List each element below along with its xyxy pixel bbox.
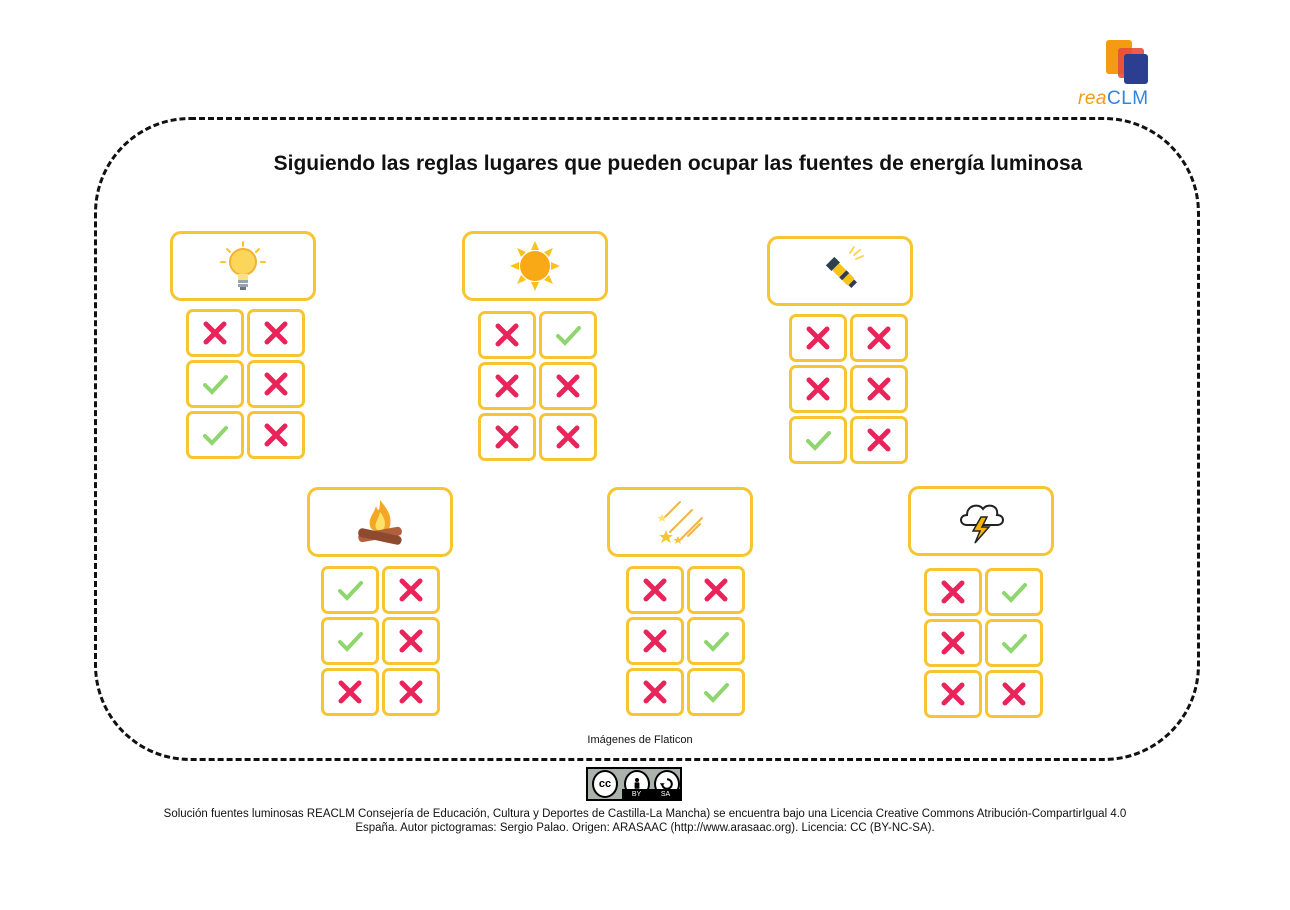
cross-icon xyxy=(492,320,522,350)
license-line-1: Solución fuentes luminosas REACLM Consejería de Educación, Cultura y Deportes de Castilla-La Mancha) se encuentra bajo una Licencia Creative Commons Atribución-CompartirIgual 4.0 xyxy=(163,808,1127,820)
cross-icon xyxy=(999,679,1029,709)
mark-cell-check xyxy=(539,311,597,359)
cross-icon xyxy=(864,323,894,353)
card-lightbulb xyxy=(170,231,316,301)
check-icon xyxy=(701,677,731,707)
cross-icon xyxy=(261,369,291,399)
mark-cell-cross xyxy=(321,668,379,716)
check-icon xyxy=(335,575,365,605)
card-shooting-stars xyxy=(607,487,753,557)
cross-icon xyxy=(261,318,291,348)
image-credit: Imágenes de Flaticon xyxy=(587,734,693,746)
mark-cell-cross xyxy=(924,619,982,667)
sun-icon xyxy=(509,240,561,292)
cross-icon xyxy=(640,677,670,707)
flashlight-icon xyxy=(814,245,866,297)
cross-icon xyxy=(803,374,833,404)
grid-lightbulb xyxy=(186,309,305,459)
cross-icon xyxy=(492,422,522,452)
mark-cell-check xyxy=(687,617,745,665)
check-icon xyxy=(999,577,1029,607)
check-icon xyxy=(335,626,365,656)
logo-text: reaCLM xyxy=(1078,88,1149,109)
mark-cell-cross xyxy=(247,360,305,408)
cross-icon xyxy=(938,577,968,607)
mark-cell-cross xyxy=(924,568,982,616)
mark-cell-cross xyxy=(478,311,536,359)
mark-cell-cross xyxy=(626,617,684,665)
mark-cell-cross xyxy=(985,670,1043,718)
license-text xyxy=(90,807,1200,835)
mark-cell-cross xyxy=(382,617,440,665)
mark-cell-cross xyxy=(478,413,536,461)
check-icon xyxy=(200,369,230,399)
mark-cell-cross xyxy=(247,411,305,459)
cc-license-badge[interactable] xyxy=(586,767,682,801)
cross-icon xyxy=(864,425,894,455)
mark-cell-cross xyxy=(626,566,684,614)
shooting-stars-icon xyxy=(654,496,706,548)
campfire-icon xyxy=(354,496,406,548)
cross-icon xyxy=(864,374,894,404)
mark-cell-cross xyxy=(247,309,305,357)
cross-icon xyxy=(553,371,583,401)
cross-icon xyxy=(396,626,426,656)
lightning-cloud-icon xyxy=(955,495,1007,547)
cross-icon xyxy=(396,575,426,605)
mark-cell-check xyxy=(985,619,1043,667)
mark-cell-cross xyxy=(382,668,440,716)
cc-sa-label: SA xyxy=(660,790,671,798)
mark-cell-cross xyxy=(382,566,440,614)
mark-cell-cross xyxy=(539,362,597,410)
card-sun xyxy=(462,231,608,301)
grid-campfire xyxy=(321,566,440,716)
grid-lightning-cloud xyxy=(924,568,1043,718)
check-icon xyxy=(999,628,1029,658)
cross-icon xyxy=(396,677,426,707)
mark-cell-check xyxy=(321,617,379,665)
page-title: Siguiendo las reglas lugares que pueden ocupar las fuentes de energía luminosa xyxy=(273,152,1083,175)
check-icon xyxy=(701,626,731,656)
mark-cell-check xyxy=(985,568,1043,616)
mark-cell-cross xyxy=(478,362,536,410)
cross-icon xyxy=(803,323,833,353)
cross-icon xyxy=(938,628,968,658)
mark-cell-check xyxy=(186,360,244,408)
mark-cell-check xyxy=(687,668,745,716)
lightbulb-icon xyxy=(217,240,269,292)
cross-icon xyxy=(335,677,365,707)
cross-icon xyxy=(200,318,230,348)
cross-icon xyxy=(701,575,731,605)
check-icon xyxy=(200,420,230,450)
mark-cell-cross xyxy=(539,413,597,461)
cross-icon xyxy=(938,679,968,709)
card-lightning-cloud xyxy=(908,486,1054,556)
mark-cell-check xyxy=(321,566,379,614)
card-flashlight xyxy=(767,236,913,306)
mark-cell-cross xyxy=(186,309,244,357)
mark-cell-cross xyxy=(789,314,847,362)
check-icon xyxy=(803,425,833,455)
mark-cell-cross xyxy=(850,416,908,464)
mark-cell-cross xyxy=(850,314,908,362)
cross-icon xyxy=(640,626,670,656)
mark-cell-cross xyxy=(924,670,982,718)
check-icon xyxy=(553,320,583,350)
grid-shooting-stars xyxy=(626,566,745,716)
reaclm-logo xyxy=(1074,38,1174,110)
mark-cell-check xyxy=(789,416,847,464)
cross-icon xyxy=(553,422,583,452)
license-line-2: España. Autor pictogramas: Sergio Palao. Origen: ARASAAC (http://www.arasaac.org). Licencia: CC (BY-NC-SA). xyxy=(355,822,935,834)
cc-icon: cc xyxy=(592,770,618,798)
mark-cell-cross xyxy=(687,566,745,614)
cross-icon xyxy=(640,575,670,605)
card-campfire xyxy=(307,487,453,557)
cc-badge-bar xyxy=(622,789,680,799)
grid-flashlight xyxy=(789,314,908,464)
cross-icon xyxy=(261,420,291,450)
grid-sun xyxy=(478,311,597,461)
cross-icon xyxy=(492,371,522,401)
mark-cell-cross xyxy=(789,365,847,413)
mark-cell-cross xyxy=(626,668,684,716)
mark-cell-check xyxy=(186,411,244,459)
cc-by-label: BY xyxy=(631,790,642,798)
mark-cell-cross xyxy=(850,365,908,413)
